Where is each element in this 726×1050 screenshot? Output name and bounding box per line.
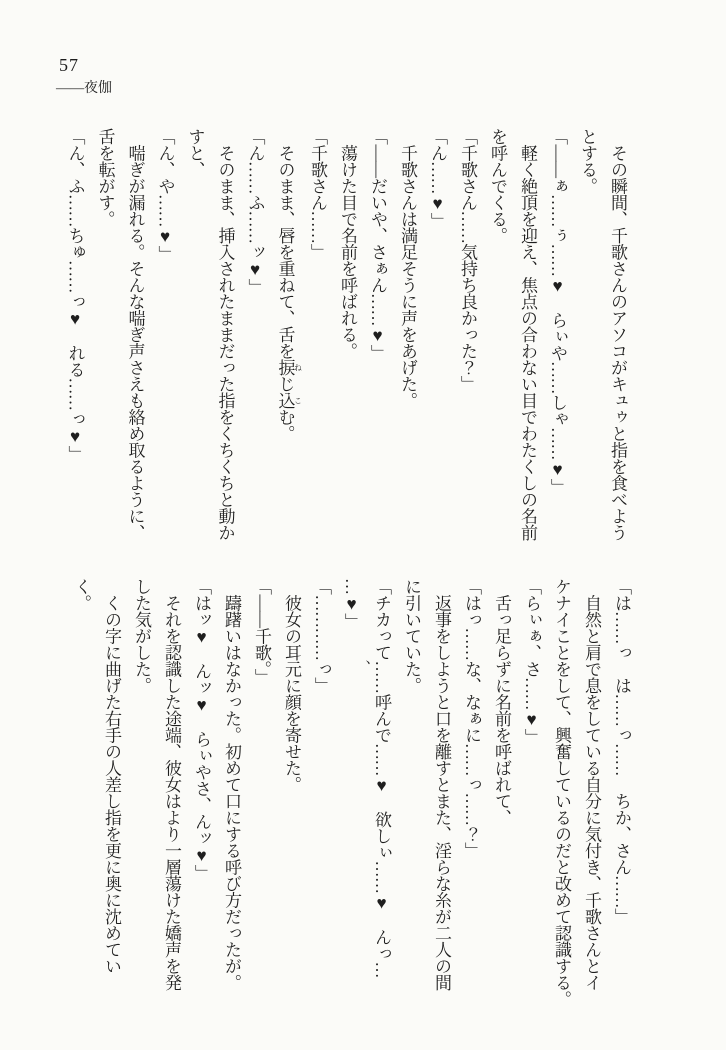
text-column: 「千歌さん……気持ち良かった？」 [458, 128, 477, 392]
bottom-text-block [66, 578, 636, 1020]
text-column: その瞬間、千歌さんのアソコがキュゥと指を食べよう [608, 128, 627, 541]
text-column-with-ruby [270, 128, 303, 552]
top-text-block [60, 128, 633, 552]
ruby-annotation [275, 392, 303, 409]
text-column: 「チカって……呼んで……♥ 欲しぃ……♥ んっ… [372, 578, 391, 978]
text-column: 「…………っ」 [312, 578, 331, 694]
ruby-base: 捩 [275, 359, 295, 376]
text-column: くの字に曲げた右手の人差し指を更に奥に沈めてい [102, 578, 121, 974]
text-column: とする。 [578, 128, 597, 194]
page-number: 57 [59, 55, 79, 75]
text-segment: む。 [275, 408, 295, 442]
text-column: 「ん……♥」 [428, 128, 447, 229]
text-column: 舌っ足らずに名前を呼ばれて、 [492, 578, 511, 826]
text-column: 喘ぎが漏れる。そんな喘ぎ声さえも絡め取るように、 [125, 128, 145, 541]
text-column: 「はっ……な、なぁに……っ……？」 [462, 578, 481, 859]
text-column: 自然と肩で息をしている自分に気付き、千歌さんとイ [582, 578, 601, 991]
text-column: …♥」 [342, 578, 361, 630]
text-column: 千歌さんは満足そうに声をあげた。 [398, 128, 417, 409]
text-column: 「は……っ は……っ…… ちか、さん……」 [612, 578, 631, 925]
text-column: に引いていた。 [402, 578, 421, 694]
text-column: 躊躇いはなかった。初めて口にする呼び方だったが。 [222, 578, 241, 991]
text-column: それを認識した途端、彼女はより一層蕩けた嬌声を発 [162, 578, 181, 991]
text-column: 「千歌さん……」 [308, 128, 327, 260]
text-column: 蕩けた目で名前を呼ばれる。 [338, 128, 357, 359]
text-column: ケナイことをして、興奮しているのだと改めて認識する。 [552, 578, 571, 1007]
text-column: 「――千歌。」 [252, 578, 271, 685]
text-column: 「はッ♥ んッ♥ らぃやさ、んッ♥」 [192, 578, 211, 881]
text-column: を呼んでくる。 [488, 128, 507, 244]
text-column: そのまま、挿入されたままだった指をくちくちと動か [215, 128, 235, 541]
text-segment: そのまま、唇を重ねて、舌を [275, 128, 295, 359]
chapter-header: ――夜伽 [56, 81, 112, 96]
stray-comma-mark: 、 [354, 660, 370, 675]
text-column: 「――ぁ……ぅ……♥ らぃや……しゃ……♥」 [548, 128, 567, 495]
text-column: 軽く絶頂を迎え、焦点の合わない目でわたくしの名前 [518, 128, 537, 541]
text-column: 舌を転がす。 [95, 128, 115, 227]
furigana: こ [293, 392, 303, 409]
text-column: すと、 [185, 128, 205, 178]
text-column: した気がした。 [132, 578, 151, 694]
text-column: 「――だいや、さぁん……♥」 [368, 128, 387, 361]
text-segment: じ [275, 375, 295, 392]
ruby-base: 込 [275, 392, 295, 409]
text-column: く。 [72, 578, 91, 611]
text-column: 彼女の耳元に顔を寄せた。 [282, 578, 301, 793]
text-column: 「ん、や……♥」 [155, 128, 175, 262]
furigana: ね [293, 359, 303, 376]
text-column: 「ん、ふ……ちゅ……っ♥ れる……っ♥」 [65, 128, 85, 462]
text-column: 「らぃぁ、さ……♥」 [522, 578, 541, 745]
text-column: 「ん……ふ……ッ♥」 [245, 128, 265, 295]
text-column: 返事をしようと口を離すとまた、淫らな糸が二人の間 [432, 578, 451, 991]
ruby-annotation [275, 359, 303, 376]
